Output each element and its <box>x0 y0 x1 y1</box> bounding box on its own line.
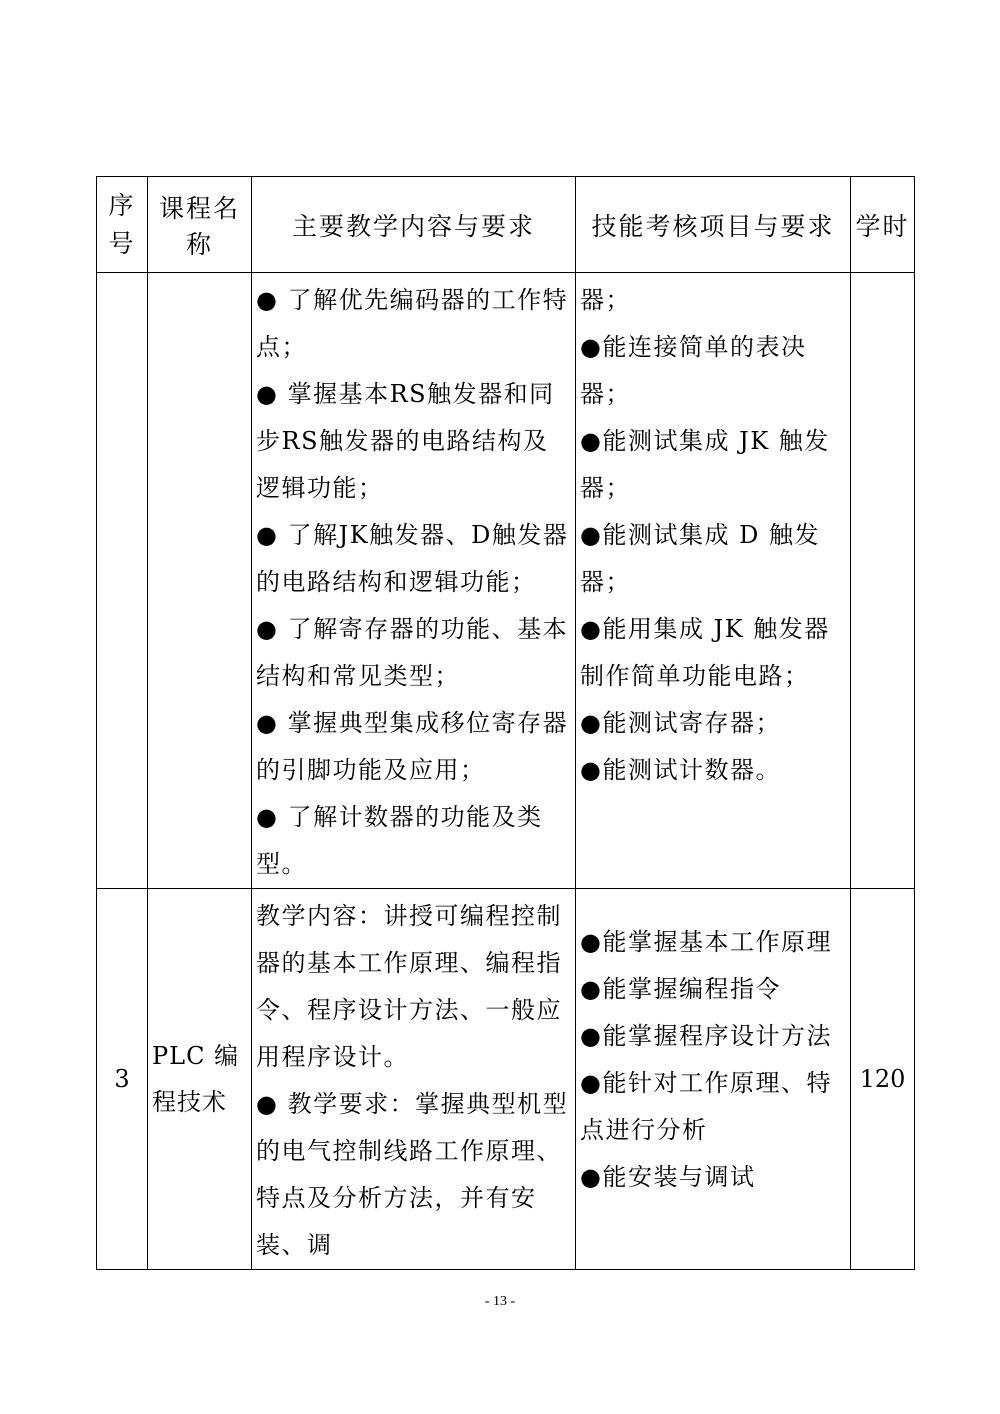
row-skills <box>576 889 851 1270</box>
skill-item: ●能测试集成 D 触发器； <box>580 521 820 596</box>
content-item: ● 了解寄存器的功能、基本结构和常见类型； <box>256 615 569 690</box>
header-seq <box>97 177 148 273</box>
row-seq <box>97 273 148 889</box>
page-number: - 13 - <box>484 1294 516 1309</box>
header-content: 主要教学内容与要求 <box>252 177 576 273</box>
row-hours: 120 <box>851 889 915 1270</box>
content-item: ● 教学要求：掌握典型机型的电气控制线路工作原理、特点及分析方法，并有安装、调 <box>256 1090 569 1259</box>
skill-item: ●能测试集成 JK 触发器； <box>580 427 830 502</box>
header-hours: 学时 <box>851 177 915 273</box>
skill-item: ●能测试计数器。 <box>580 756 781 784</box>
content-item: ● 了解JK触发器、D触发器的电路结构和逻辑功能； <box>256 521 569 596</box>
content-item: ● 掌握典型集成移位寄存器的引脚功能及应用； <box>256 709 569 784</box>
header-course: 课程名称 <box>148 177 252 273</box>
row-hours <box>851 273 915 889</box>
row-skills <box>576 273 851 889</box>
skill-item: ●能掌握程序设计方法 <box>580 1022 832 1050</box>
header-seq-line2: 号 <box>108 228 136 258</box>
table-row <box>97 889 915 1270</box>
skill-item: 器； <box>580 286 631 314</box>
table-row <box>97 273 915 889</box>
skill-item: ●能测试寄存器； <box>580 709 781 737</box>
content-item: ● 掌握基本RS触发器和同步RS触发器的电路结构及逻辑功能； <box>256 380 555 502</box>
row-content <box>252 889 576 1270</box>
header-skills: 技能考核项目与要求 <box>576 177 851 273</box>
row-content <box>252 273 576 889</box>
content-item: 教学内容：讲授可编程控制器的基本工作原理、编程指令、程序设计方法、一般应用程序设计。 <box>256 902 562 1071</box>
skill-item: ●能安装与调试 <box>580 1163 756 1191</box>
skill-item: ●能掌握基本工作原理 <box>580 928 832 956</box>
curriculum-table <box>96 176 915 1270</box>
table-header-row <box>97 177 915 273</box>
skill-item: ●能连接简单的表决器； <box>580 333 807 408</box>
row-course: PLC 编程技术 <box>148 889 252 1270</box>
header-seq-line1: 序 <box>108 190 136 220</box>
content-item: ● 了解计数器的功能及类型。 <box>256 803 543 878</box>
skill-item: ●能掌握编程指令 <box>580 975 781 1003</box>
row-course <box>148 273 252 889</box>
skill-item: ●能用集成 JK 触发器制作简单功能电路； <box>580 615 830 690</box>
skill-item: ●能针对工作原理、特点进行分析 <box>580 1069 832 1144</box>
row-seq: 3 <box>97 889 148 1270</box>
content-item: ● 了解优先编码器的工作特点； <box>256 286 569 361</box>
